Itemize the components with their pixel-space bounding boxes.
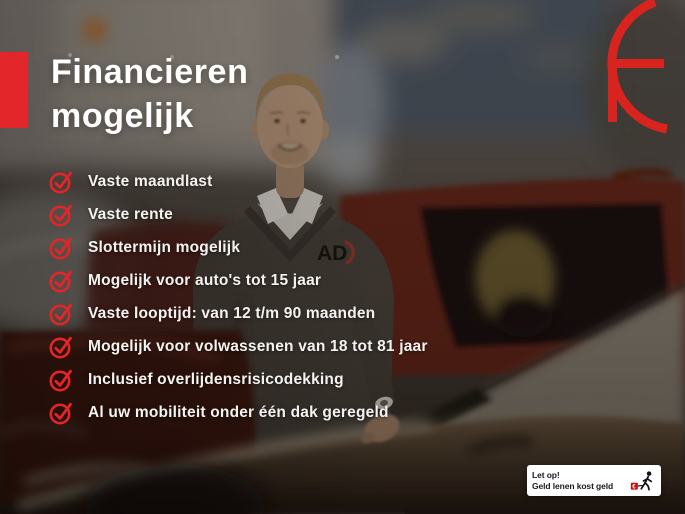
- benefit-label: Mogelijk voor auto's tot 15 jaar: [88, 271, 322, 289]
- list-item: [48, 165, 428, 198]
- check-circle-icon: [48, 366, 75, 393]
- benefit-label: Vaste rente: [88, 205, 173, 223]
- list-item: [48, 264, 428, 297]
- check-circle-icon: [48, 300, 75, 327]
- page-title: [51, 50, 248, 138]
- benefit-label: Slottermijn mogelijk: [88, 238, 241, 256]
- benefit-label: Al uw mobiliteit onder één dak geregeld: [88, 403, 389, 421]
- credit-warning-text: [532, 470, 613, 491]
- benefit-label: Mogelijk voor volwassenen van 18 tot 81 jaar: [88, 337, 428, 355]
- credit-warning-badge: [527, 465, 661, 496]
- check-circle-icon: [48, 234, 75, 261]
- list-item: [48, 198, 428, 231]
- list-item: [48, 330, 428, 363]
- benefit-label: Inclusief overlijdensrisicodekking: [88, 370, 344, 388]
- list-item: [48, 363, 428, 396]
- title-line-1: Financieren: [51, 53, 249, 91]
- list-item: [48, 396, 428, 429]
- check-circle-icon: [48, 168, 75, 195]
- check-circle-icon: [48, 333, 75, 360]
- check-circle-icon: [48, 201, 75, 228]
- brand-arc-icon: [590, 0, 685, 135]
- title-line-2: mogelijk: [51, 97, 194, 135]
- list-item: [48, 231, 428, 264]
- benefit-label: Vaste looptijd: van 12 t/m 90 maanden: [88, 304, 376, 322]
- check-circle-icon: [48, 267, 75, 294]
- list-item: [48, 297, 428, 330]
- warning-line-1: Let op!: [532, 470, 560, 480]
- warning-line-2: Geld lenen kost geld: [532, 480, 614, 491]
- accent-bar: [0, 52, 28, 128]
- benefit-label: Vaste maandlast: [88, 172, 213, 190]
- euro-drag-icon: [630, 469, 656, 493]
- check-circle-icon: [48, 399, 75, 426]
- benefits-checklist: [48, 165, 428, 429]
- svg-text:€: €: [632, 484, 636, 491]
